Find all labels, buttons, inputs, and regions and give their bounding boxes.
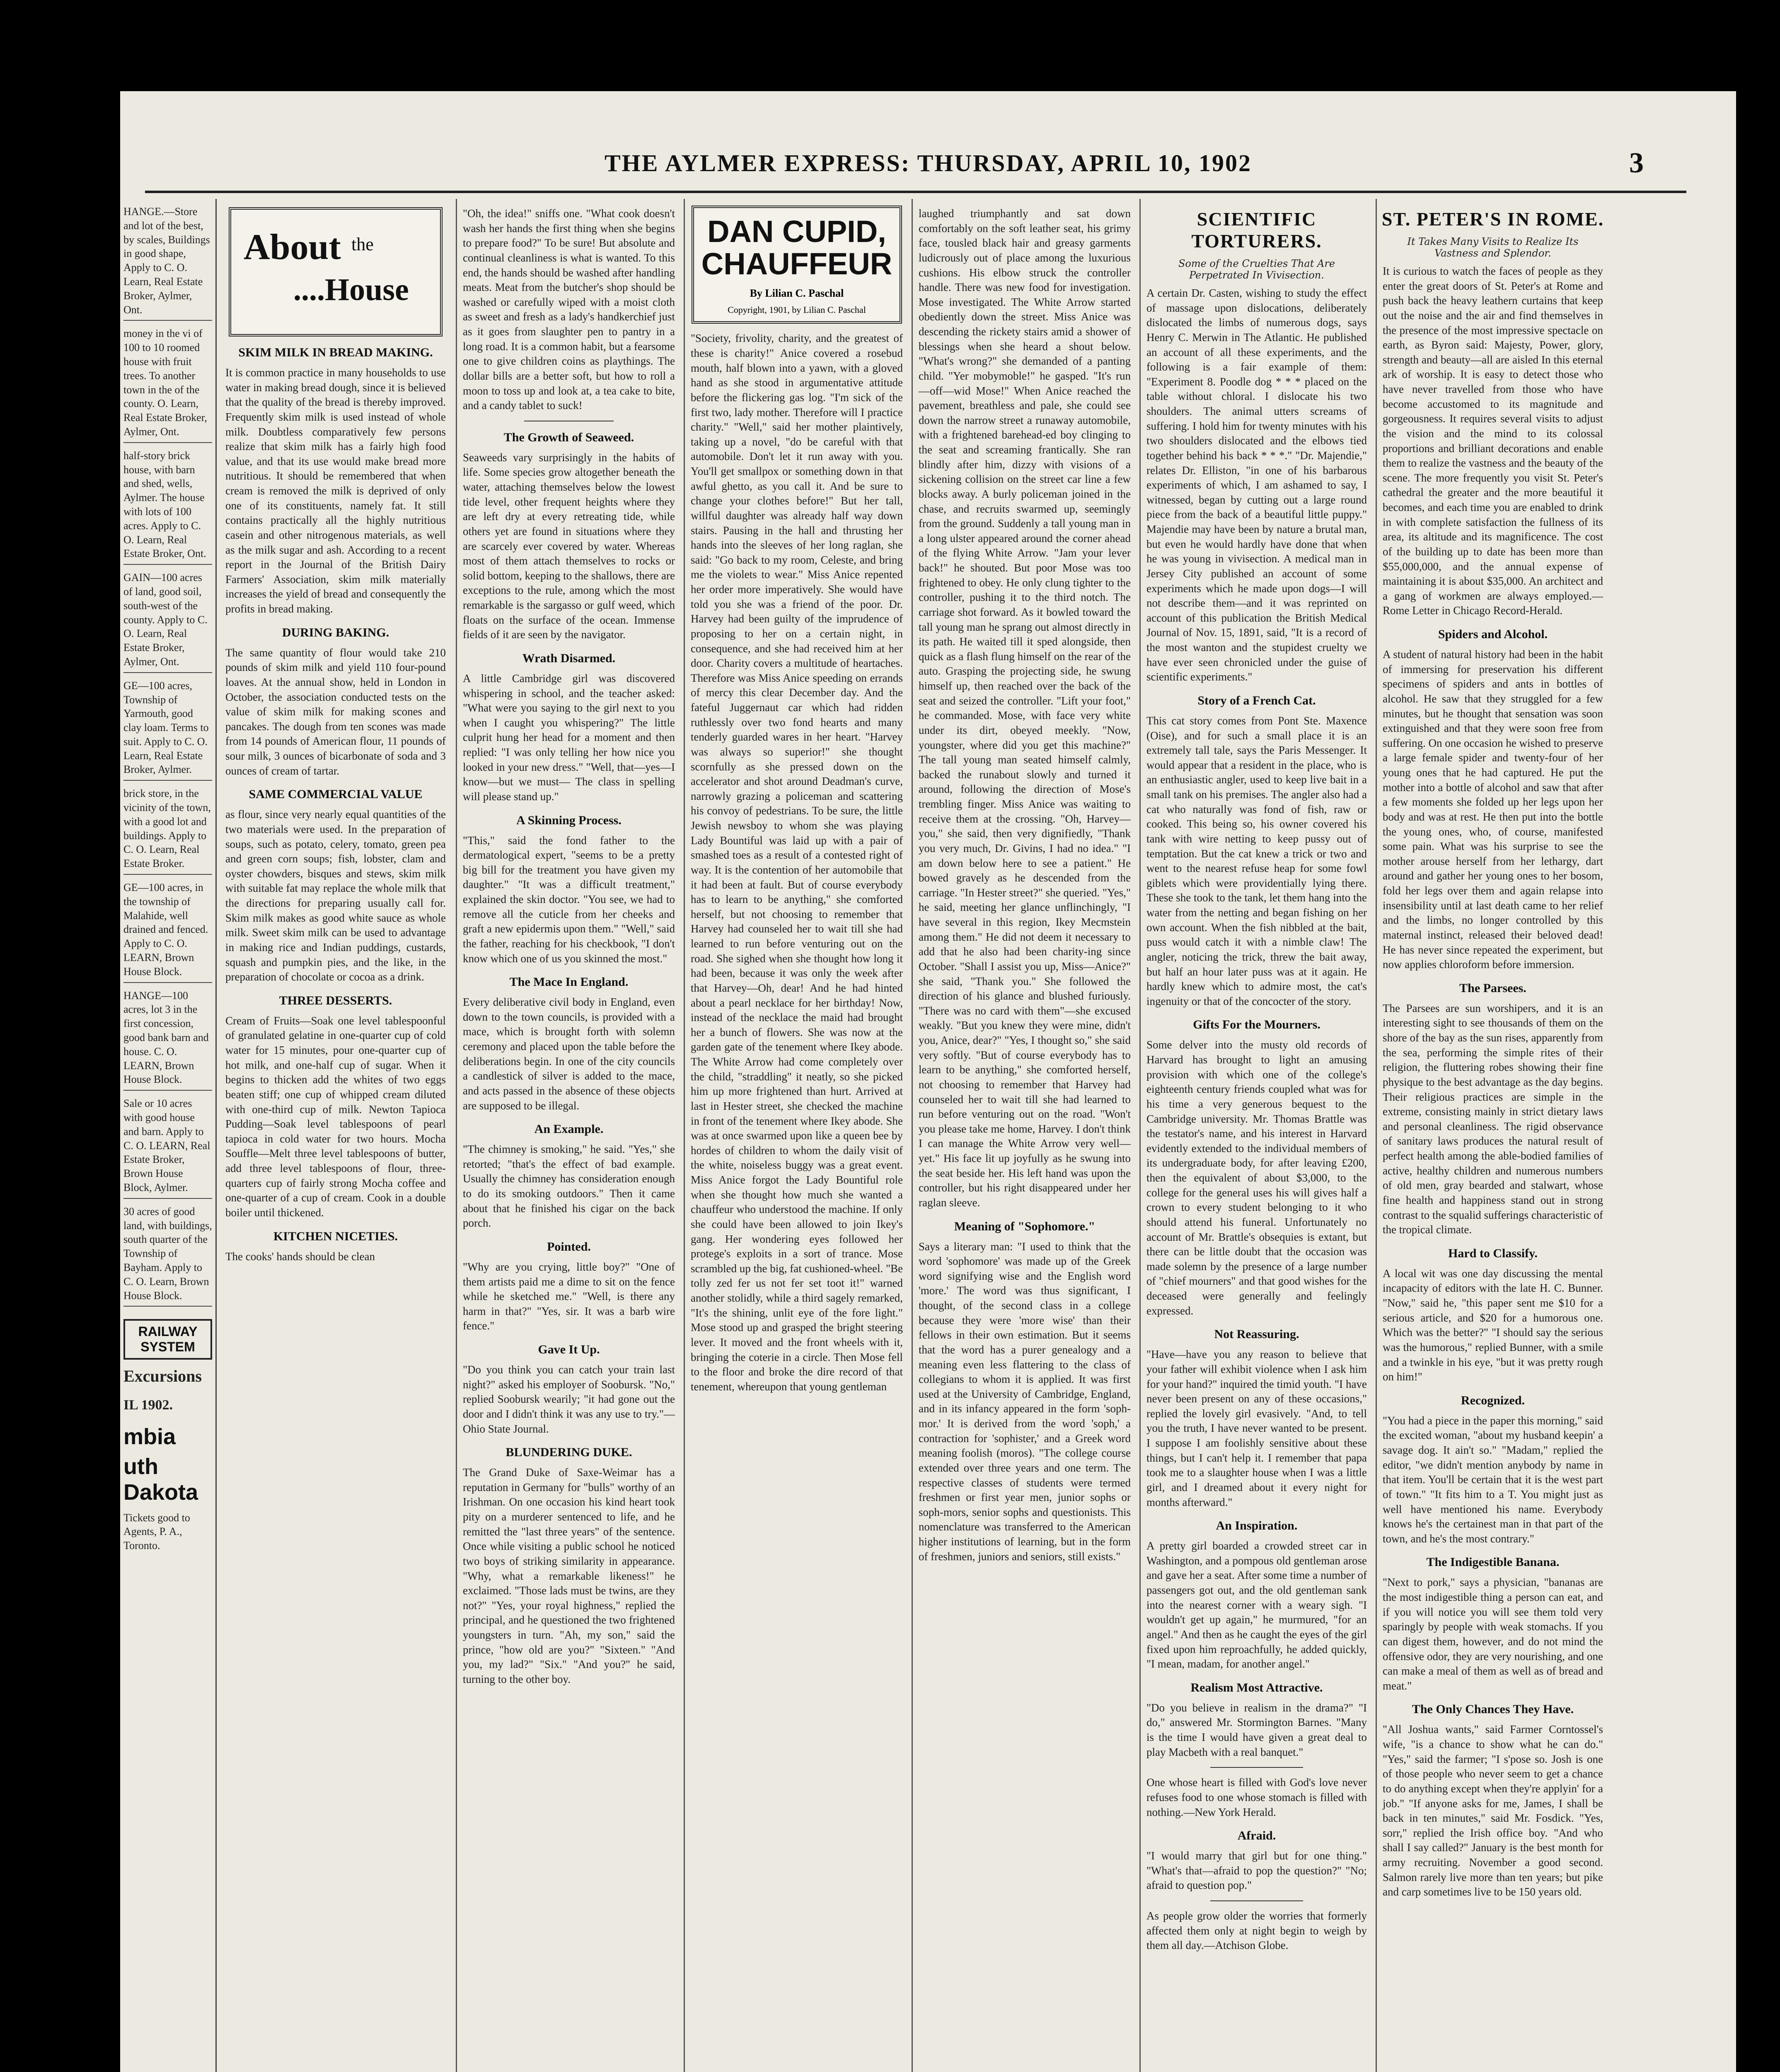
- article-body: "I would marry that girl but for one thing." "What's that—afraid to pop the question?" "No; afraid to question pop.": [1146, 1849, 1367, 1892]
- ad-small-print: Tickets good to Agents, P. A., Toronto.: [123, 1511, 190, 1552]
- article-body: A local wit was one day discussing the mental incapacity of editors with the late H. C. Bunner. "Now," said he, "this paper sent me $10 for a serious article, and $20 for a humorous one. Which was the better?" "I should say the serious was the humorous," replied Bunner, with a smile and a twinkle in his eye, "but it was pretty rough on him!": [1383, 1267, 1603, 1383]
- column-5: [1139, 199, 1373, 2072]
- article-heading: The Growth of Seaweed.: [503, 430, 634, 444]
- article-heading: Wrath Disarmed.: [522, 651, 616, 665]
- column-1: [220, 199, 452, 2072]
- article-body: The same quantity of flour would take 210 pounds of skim milk and yield 110 four-pound loaves. At the annual show, held in London in October, the association conducted tests on the value of skim milk for making scones and pancakes. The dough from ten scones was made from 14 pounds of American flour, 11 pounds of sour milk, 3 ounces of bicarbonate of soda and 3 ounces of cream of tartar.: [225, 646, 446, 777]
- article-body: Says a literary man: "I used to think that the word 'sophomore' was made up of the Greek word signifying wise and the English word 'more.' The word was thus significant, I thought, of the second class in a college because they were 'more wise' than their fellows in their own estimation. But it seems that the word has a purer genealogy and a meaning even less flattering to the class of collegians to whom it is applied. It was first used at the University of Cambridge, England, and in its infancy appeared in the form 'soph-mor.' It is derived from the word 'soph,' a contraction for 'sophister,' and a Greek word meaning foolish (moros). "The college course extended over three years and one term. The respective classes of students were termed freshmen or first year men, junior sophs or soph-mors, senior sophs and questionists. This nomenclature was transferred to the American higher institutions of learning, but in the form of freshmen, juniors and seniors, still exists.": [919, 1240, 1131, 1563]
- classified-ad: GE—100 acres, in the township of Malahide, well drained and fenced. Apply to C. O. LEARN, Brown House Block.: [123, 881, 212, 983]
- article-body: Seaweeds vary surprisingly in the habits of life. Some species grow altogether beneath the water, attaching themselves below the lowest tide level, other frequent heights where they are left dry at every retreating tide, while others yet are found in situations where they are scarcely ever covered by water. Whereas most of them attach themselves to rocks or solid bottom, keeping to the shallows, there are exceptions to the rule, among which the most remarkable is the sargasso or gulf weed, which floats on the surface of the ocean. Immense fields of it are seen by the navigator.: [463, 451, 675, 641]
- classified-ad: HANGE.—Store and lot of the best, by scales, Buildings in good shape, Apply to C. O. Learn, Real Estate Broker, Aylmer, Ont.: [123, 205, 212, 321]
- ad-headline-2: uth Dakota: [123, 1454, 198, 1505]
- article-heading: BLUNDERING DUKE.: [505, 1445, 632, 1460]
- article-body: "Next to pork," says a physician, "bananas are the most indigestible thing a person can eat, and if you will notice you will see them told very sparingly by people with weak stomachs. If you can digest them, however, and do not mind the offensive odor, they are very nourishing, and one can make a meal of them as well as of bread and meat.": [1383, 1576, 1603, 1692]
- classified-ad: HANGE—100 acres, lot 3 in the first concession, good bank barn and house. C. O. LEARN, Brown House Block.: [123, 989, 212, 1091]
- article-heading: The Indigestible Banana.: [1426, 1555, 1560, 1569]
- story-byline: By Lilian C. Paschal: [750, 287, 844, 300]
- article-body: Some delver into the musty old records of Harvard has brought to light an amusing provision with which one of the college's eighteenth century friends coupled what was for his time a very generous bequest to the Cambridge university. Mr. Thomas Brattle was the testator's name, and his interest in Harvard evidently extended to the individual members of its undergraduate body, for after leaving £200, then the equivalent of about $3,000, to the college for the general uses his will gives half a crown to every student belonging to it who should attend his funeral. Unfortunately no account of Mr. Brattle's obsequies is extant, but there can be little doubt that the occasion was made solemn by the presence of a large number of "chief mourners" and that good wishes for the deceased were generally and feelingly expressed.: [1146, 1038, 1367, 1317]
- article-heading: DURING BAKING.: [282, 625, 389, 639]
- article-heading: The Only Chances They Have.: [1412, 1702, 1574, 1716]
- newspaper-page: [120, 91, 1736, 2072]
- classified-ad: half-story brick house, with barn and shed, wells, Aylmer. The house with lots of 100 acres. Apply to C. O. Learn, Real Estate Broker, Ont.: [123, 449, 212, 565]
- article-body: A pretty girl boarded a crowded street car in Washington, and a pompous old gentleman arose and gave her a seat. After some time a number of passengers got out, and the old gentleman sank into the nearest corner with a weary sigh. "I wouldn't get up again," he murmured, "for an angel." And then as he caught the eyes of the girl fixed upon him reproachfully, he added quickly, "I mean, madam, for another angel.": [1146, 1539, 1367, 1670]
- article-heading: An Inspiration.: [1216, 1519, 1298, 1533]
- classified-ad: money in the vi of 100 to 10 roomed house with fruit trees. To another town in the of the county. O. Learn, Real Estate Broker, Aylmer, Ont.: [123, 327, 212, 443]
- article-subheading: It Takes Many Visits to Realize Its Vastness and Splendor.: [1407, 236, 1579, 259]
- article-body: "Have—have you any reason to believe that your father will exhibit violence when I ask him for your hand?" inquired the timid youth. "I have never been present on any of these occasions," replied the lovely girl evasively. "And, to tell you the truth, I have never wanted to be present. I suppose I am foolishly sensitive about these things, but I can't help it. I remember that papa took me to a slaughter house when I was a little girl, and I dreamed about it every night for months afterward.": [1146, 1348, 1367, 1508]
- railway-logo: RAILWAY SYSTEM: [123, 1319, 212, 1360]
- classified-ad: Sale or 10 acres with good house and barn. Apply to C. O. LEARN, Real Estate Broker, Brown House Block, Aylmer.: [123, 1097, 212, 1199]
- column-2: [456, 199, 681, 2072]
- article-heading: A Skinning Process.: [516, 813, 622, 827]
- masthead-rule: [145, 191, 1686, 193]
- article-heading: Afraid.: [1237, 1829, 1276, 1843]
- classified-ad: 30 acres of good land, with buildings, south quarter of the Township of Bayham. Apply to C. O. Learn, Brown House Block.: [123, 1205, 212, 1307]
- article-heading: SCIENTIFIC TORTURERS.: [1191, 208, 1322, 252]
- article-heading: Hard to Classify.: [1448, 1246, 1538, 1260]
- article-body: The cooks' hands should be clean: [225, 1250, 375, 1263]
- about-the-house-box: [229, 207, 443, 336]
- article-body: "All Joshua wants," said Farmer Corntossel's wife, "is a chance to show what he can do." "Yes," said the farmer; "I s'pose so. Josh is one of those people who never seem to get a chance to do anything except when they're applyin' for a job." "If anyone asks for me, James, I shall be back in ten minutes," said Mr. Fosdick. "Yes, sorr," replied the Irish office boy. "And who shall I say called?" January is the best month for army recruiting. November a good second. Salmon rarely live more than ten years; but pike and carp sometimes live to be 150 years old.: [1383, 1723, 1603, 1898]
- classified-ad: GAIN—100 acres of land, good soil, south-west of the county. Apply to C. O. Learn, Real Estate Broker, Aylmer, Ont.: [123, 571, 212, 673]
- article-heading: The Parsees.: [1459, 981, 1526, 995]
- article-heading: Spiders and Alcohol.: [1438, 627, 1548, 641]
- story-body: "Society, frivolity, charity, and the greatest of these is charity!" Anice covered a rosebud mouth, half blown into a yawn, with a gloved hand as she stood in argumentative attitude before the flickering gas log. "I'm sick of the first two, lady mother. Therefore will I practice charity." "Well," said her mother plaintively, taking up a novel, "do be careful with that automobile. Don't let it run away with you. You'll get smallpox or something down in that awful ghetto, as you call it. And be sure to change your clothes before!" But her tall, willful daughter was already half way down stairs. Pausing in the hall and thrusting her hands into the sleeves of her long raglan, she said: "Go back to my room, Celeste, and bring me the violets to wear." Miss Anice repented her order more imperatively. She would have told you she was a friend of the poor. Dr. Harvey had been guilty of the imprudence of proposing to her on a certain night, in consequence, and she had received him at her door. Charity covers a multitude of heartaches. Therefore was Miss Anice speeding on errands of mercy this clear December day. And the fateful Juggernaut car which had ridden ruthlessly over two fond hearts and many tenderly guarded wares in her heart. "Harvey was always so superior!" she thought scornfully as she pressed down on the accelerator and shot around Deadman's curve, narrowly grazing a policeman and scattering his convoy of pedestrians. To be sure, the little Jewish newsboy to whom she was playing Lady Bountiful was laid up with a pair of smashed toes as a result of a contested right of way. It is the contention of her automobile that it had been at fault. But of course everybody has to learn to be anything," she comforted herself, but not choosing to remember that Harvey had counseled her to wait till she had learned to run before venturing out on the road. She sighed when she thought how long it had been, because it was only the week after that Harvey—Oh, dear! And he had hinted about a pearl necklace for her birthday! Now, instead of the necklace the maid had brought her a bunch of flowers. She was now at the garden gate of the tenement where Ikey abode. The White Arrow had come completely over the child, "straddling" it neatly, so she picked him up more frightened than hurt. Arrived at last in Hester street, she checked the machine in front of the tenement where Ikey abode. She was at once swarmed upon like a queen bee by hordes of children to whom the daily visit of the white, noiseless buggy was a great event. Miss Anice forgot the Lady Bountiful role when she thought how much she wanted a chauffeur who understood the machine. If only she could have been allowed to join Ikey's gang. Her wondering eyes followed her protege's exploits in a sort of trance. Mose scrambled up the big, fat cushioned-wheel. "Be tolly zed fer us not fer set toot it!" warned another stolidly, while a third sagely remarked, "It's the shining, unlit eye of the fore light." Mose stood up and grasped the bright steering lever. It moved and the front wheels with it, bringing the coterie in a circle. Then Mose fell to the floor and broke the dire record of that tenement, whereupon that young gentleman: [691, 332, 903, 1393]
- article-body: "Do you think you can catch your train last night?" asked his employer of Soobursk. "No," replied Soobursk wearily; "it had gone out the door and I didn't think it was any use to try."—Ohio State Journal.: [463, 1363, 675, 1435]
- article-body: as flour, since very nearly equal quantities of the two materials were used. In the preparation of soups, such as potato, celery, tomato, green pea and green corn soups; fish, lobster, clam and oyster chowders, bisques and stews, skim milk with suitable fat may replace the whole milk that the directions for preparing usually call for. Skim milk makes as good white sauce as whole milk. Sweet skim milk can be used to advantage in making rice and Indian puddings, custards, squash and pumpkin pies, and the like, in the preparation of chocolate or cocoa as a drink.: [225, 808, 446, 983]
- divider: [1210, 1767, 1303, 1768]
- article-heading: Not Reassuring.: [1214, 1327, 1299, 1341]
- about-house: ....House: [293, 272, 409, 307]
- classified-ad: GE—100 acres, Township of Yarmouth, good clay loam. Terms to suit. Apply to C. O. Learn, Real Estate Broker, Aylmer.: [123, 679, 212, 781]
- article-heading: An Example.: [534, 1122, 604, 1136]
- story-copyright: Copyright, 1901, by Lilian C. Paschal: [728, 305, 866, 315]
- article-heading: The Mace In England.: [509, 975, 629, 989]
- article-heading: THREE DESSERTS.: [279, 993, 392, 1007]
- page-number: 3: [1629, 147, 1645, 179]
- article-body: A little Cambridge girl was discovered whispering in school, and the teacher asked: "What were you saying to the girl next to you when I caught you whispering?" The little culprit hung her head for a moment and then replied: "I was only telling her how nice you looked in your new dress." "Well, that—yes—I know—but we must— The class in spelling will please stand up.": [463, 672, 675, 803]
- excursions-date: IL 1902.: [123, 1397, 173, 1413]
- article-body: "Why are you crying, little boy?" "One of them artists paid me a dime to sit on the fence while he sketched me." "Well, is there any harm in that?" "Yes, sir. It was a barb wire fence.": [463, 1260, 675, 1332]
- article-body: The Grand Duke of Saxe-Weimar has a reputation in Germany for "bulls" worthy of an Irishman. On one occasion his kind heart took pity on a murderer sentenced to life, and he remitted the "last three years" of the sentence. Once while visiting a public school he noticed two boys of striking similarity in appearance. "Why, what a remarkable likeness!" he exclaimed. "Those lads must be twins, are they not?" "Yes, your royal highness," replied the principal, and he questioned the two frightened youngsters in turn. "Ah, my son," said the prince, "how old are you?" "Sixteen." "And you, my lad?" "Six." "And you?" he said, turning to the other boy.: [463, 1466, 675, 1685]
- article-heading: Meaning of "Sophomore.": [954, 1219, 1096, 1233]
- article-heading: ST. PETER'S IN ROME.: [1381, 208, 1604, 230]
- article-body: It is common practice in many households to use water in making bread dough, since it is believed that the quality of the bread is thereby improved. Frequently skim milk is used instead of whole milk. Doubtless comparatively few persons realize that skim milk has a fairly high food value, and that its use would make bread more nutritious. It should be remembered that when cream is removed the milk is deprived of only one of its constituents, namely fat. It still contains practically all the highly nutritious casein and other nitrogenous materials, as well as the milk sugar and ash. According to a recent report in the Journal of the British Dairy Farmers' Association, skim milk materially increases the yield of bread and consequently the profits in bread making.: [225, 366, 446, 615]
- article-heading: Pointed.: [547, 1239, 591, 1254]
- article-body: "Oh, the idea!" sniffs one. "What cook doesn't wash her hands the first thing when she begins to prepare food?" To be sure! But absolute and continual cleanliness is what is wanted. To this end, the hands should be washed after handling meats. Meat from the butcher's shop should be washed or carefully wiped with a moist cloth as sweet and fresh as a lady's handkerchief just as it goes from slaughter pen to pantry in a long road. It is a common habit, but a fearsome one to give children coins as playthings. The dollar bills are a better soft, but how to roll a moon to toss up and look at, a tea cake to bite, and a candy tablet to suck!: [463, 207, 675, 412]
- dan-cupid-box: [692, 206, 902, 324]
- article-heading: Gave It Up.: [538, 1343, 600, 1356]
- about-title: About: [244, 227, 341, 267]
- masthead: [120, 141, 1736, 186]
- article-list: [220, 346, 452, 1264]
- column-6: [1376, 199, 1609, 2072]
- about-the: the: [351, 234, 374, 254]
- article-body: Cream of Fruits—Soak one level tablespoonful of granulated gelatine in one-quarter cup of cold water for 15 minutes, pour one-quarter cup of hot milk, and one-half cup of sugar. When it begins to thicken add the whites of two eggs beaten stiff; one cup of whipped cream diluted with one-third cup of milk. Newton Tapioca Pudding—Soak level tablespoons of pearl tapioca in cold water for two hours. Mocha Souffle—Melt three level tablespoons of butter, add three level tablespoons of flour, three-quarters cup of fairly strong Mocha coffee and one-quarter of a cup of cream. Cook in a double boiler until thickened.: [225, 1014, 446, 1219]
- masthead-title: THE AYLMER EXPRESS: THURSDAY, APRIL 10, 1902: [605, 150, 1252, 177]
- article-heading: SAME COMMERCIAL VALUE: [249, 787, 423, 801]
- article-body: "The chimney is smoking," he said. "Yes," she retorted; "that's the effect of bad example. Usually the chimney has consideration enough to do its smoking outdoors." Then it came about that he finished his cigar on the back porch.: [463, 1143, 675, 1230]
- article-body: A student of natural history had been in the habit of immersing for preservation his different specimens of spiders and ants in bottles of alcohol. He saw that they struggled for a few minutes, but he thought that sensation was soon extinguished and that they were soon free from suffering. On one occasion he wished to preserve a large female spider and twenty-four of her young ones that he had captured. He put the mother into a bottle of alcohol and saw that after a few moments she folded up her legs upon her body and was at rest. He then put into the bottle the young ones, who, of course, manifested some pain. What was his surprise to see the mother arouse herself from her lethargy, dart around and gather her young ones to her bosom, fold her legs over them and again relapse into insensibility until at last death came to her relief and the limbs, no longer controlled by this maternal instinct, released their beloved dead! He has never since repeated the experiment, but now applies chloroform before immersion.: [1383, 648, 1603, 971]
- article-body: Every deliberative civil body in England, even down to the town councils, is provided with a mace, which is brought forth with solemn ceremony and placed upon the table before the deliberations begin. In one of the city councils a candlestick of silver is added to the mace, and acts passed in the absence of these objects are supposed to be illegal.: [463, 996, 675, 1112]
- article-heading: KITCHEN NICETIES.: [273, 1229, 398, 1243]
- article-heading: Gifts For the Mourners.: [1193, 1018, 1320, 1032]
- article-body: The Parsees are sun worshipers, and it is an interesting sight to see thousands of them on the shore of the bay as the sun rises, apparently from the sea, performing the simple rites of their religion, the fluttering robes showing their fine physique to the best advantage as the day begins. Their religious practices are simple in the extreme, consisting mainly in strict dietary laws and personal cleanliness. The rigid observance of sanitary laws produces the natural result of perfect health among the able-bodied families of active, healthy children and numerous numbers of old men, gray bearded and stalwart, whose fine health and happiness stand out in strong contrast to the squalid sufferings characteristic of the tropical climate.: [1383, 1002, 1603, 1236]
- article-body: "Do you believe in realism in the drama?" "I do," answered Mr. Stormington Barnes. "Many is the time I would have given a great deal to play Macbeth with a real banquet.": [1146, 1701, 1367, 1758]
- article-body: As people grow older the worries that formerly affected them only at night begin to weigh by them all day.—Atchison Globe.: [1146, 1910, 1367, 1952]
- divider: [1210, 1900, 1303, 1901]
- ad-headline-1: mbia: [123, 1424, 176, 1449]
- article-body: A certain Dr. Casten, wishing to study the effect of massage upon dislocations, deliberately dislocated the limbs of numerous dogs, says Henry C. Merwin in The Atlantic. He published an account of all these experiments, and the following is a fair example of them: "Experiment 8. Poodle dog * * * placed on the table without chloral. I dislocate his two shoulders. The animal utters screams of suffering. I hold him for twenty minutes with his two shoulders dislocated and the elbows tied together behind his back * * *." "Dr. Majendie," relates Dr. Elliston, "in one of his barbarous experiments of which, I am ashamed to say, I witnessed, began by cutting out a large round piece from the back of a beautiful little puppy." Majendie may have been by nature a brutal man, but even he would hardly have done that when he was young in vivisection. A medical man in Jersey City published an account of some experiments which he made upon dogs—I will not describe them—and it was reprinted on account of this publication the British Medical Journal of Nov. 15, 1891, said, "It is a record of the most wanton and the stupidest cruelty we have ever seen chronicled under the guise of scientific experiments.": [1146, 287, 1367, 683]
- story-title: DAN CUPID, CHAUFFEUR: [701, 214, 892, 281]
- column-3: [684, 199, 909, 2072]
- classified-ad: brick store, in the vicinity of the town, with a good lot and buildings. Apply to C. O. Learn, Real Estate Broker.: [123, 787, 212, 875]
- article-body: It is curious to watch the faces of people as they enter the great doors of St. Peter's at Rome and push back the heavy leathern curtains that keep out the noise and the air and find themselves in the presence of the most impressive spectacle on earth, as Byron said: Majesty, Power, glory, strength and beauty—all are aisled In this eternal ark of worship. It is easy to detect those who have never travelled from those who have become accustomed to its magnitude and gorgeousness. It requires several visits to adjust the vision and the mind to its colossal proportions and brilliant decorations and enable them to realize the vastness and the beauty of the scene. The more frequently you visit St. Peter's cathedral the greater and the more beautiful it becomes, and each time you are enabled to drink in with complete satisfaction the fullness of its area, its altitude and its magnificence. The cost of the building up to date has been more than $55,000,000, and the annual expense of maintaining it is about $35,000. An architect and a gang of workmen are always employed.—Rome Letter in Chicago Record-Herald.: [1383, 265, 1603, 617]
- adjacent-page-strip: [120, 199, 217, 2072]
- column-4: [912, 199, 1137, 2072]
- excursions-heading: Excursions: [123, 1367, 202, 1386]
- article-heading: Story of a French Cat.: [1197, 693, 1316, 707]
- article-body: One whose heart is filled with God's love never refuses food to one whose stomach is filled with nothing.—New York Herald.: [1146, 1776, 1367, 1818]
- article-heading: Recognized.: [1461, 1393, 1525, 1407]
- story-body-continued: laughed triumphantly and sat down comfortably on the soft leather seat, his grimy face, tousled black hair and greasy garments ludicrously out of place among the luxurious cushions. His elbow struck the controller handle. There was new food for investigation. Mose investigated. The White Arrow started obediently down the street. Miss Anice was descending the rickety stairs amid a shower of blessings when she heard a shout below. "What's wrong?" she demanded of a panting child. "Yer mobymoble!" he gasped. "It's run—off—wid Mose!" When Anice reached the pavement, breathless and pale, she could see down the narrow street a runaway automobile, with a frightened barehead-ed boy clinging to the seat and screaming frantically. She ran blindly after him, dizzy with visions of a sickening collision on the street car line a few blocks away. A burly policeman joined in the chase, and recruits swarmed up, seemingly from the ground. Suddenly a tall young man in a long ulster appeared around the corner ahead of the flying White Arrow. "Jam your lever back!" he shouted. But poor Mose was too frightened to obey. He only clung tighter to the controller, pushing it to the third notch. The carriage shot forward. As it bowled toward the tall young man he sprang out almost directly in its path. He waited till it sped alongside, then quick as a flash flung himself on the rear of the auto. Grasping the projecting side, he swung himself up, then reached over the back of the seat and seized the controller. "Lift your foot," he commanded. Mose, with face very white under its dirt, obeyed meekly. "Now, youngster, where did you get this machine?" The tall young man seated himself calmly, backed the runabout slowly and turned it around, following the direction of Mose's trembling finger. Miss Anice was waiting to receive them at the crossing. "Oh, Harvey—you," she said, then very dignifiedly, "Thank you very much, Dr. Givins, I had no idea." "I am down below here to see a patient." He bowed gravely as he descended from the carriage. "In Hester street?" she queried. "Yes," he said, meeting her glance unflinchingly, "I have several in this region, Ikey Mecmstein among them." He did not deem it necessary to add that he also had been charity-ing since October. "Shall I assist you up, Miss—Anice?" she said, "Thank you." She followed the direction of his glance and blushed furiously. "There was no card with them"—she excused weakly. "But you knew they were mine, didn't you, Anice, dear?" "Yes, I thought so," she said very softly. "But of course everybody has to learn to be anything," she comforted herself, not choosing to remember that Harvey had counseled her to wait till she had learned to run before venturing out on the road. "Won't you please take me home, Harvey. I don't think I can manage the White Arrow very well—yet." His face lit up joyfully as he swung into the seat beside her. His left hand was upon the controller, but his right disappeared under her raglan sleeve.: [919, 207, 1131, 1209]
- article-body: "You had a piece in the paper this morning," said the excited woman, "about my husband keepin' a savage dog. It ain't so." "Madam," replied the editor, "we didn't mention anybody by name in that item. You'll be certain that it is the west part of town." "It fits him to a T. You might just as well have mentioned his name. Everybody knows he's the certainest man in that part of the town, and he's the most contrary.": [1383, 1414, 1603, 1545]
- article-body: This cat story comes from Pont Ste. Maxence (Oise), and for such a small place it is an extremely tall tale, says the Paris Messenger. It would appear that a resident in the place, who is an enthusiastic angler, used to keep live bait in a small tank on his premises. The angler also had a cat who naturally was fond of fish, raw or cooked. This being so, his owner covered his tank with wire netting to keep pussy out of temptation. But the cat knew a trick or two and went to the nearest refuse heap for some fowl giblets which were providentially lying there. These she took to the tank, let them hang into the water from the netting and began fishing on her own account. When the fish nibbled at the bait, puss would catch it with a nimble claw! The angler, noticing the trick, threw the bait away, but half an hour later puss was at it again. He hardly knew which to admire most, the cat's ingenuity or that of the concocter of the story.: [1146, 714, 1367, 1007]
- article-body: "This," said the fond father to the dermatological expert, "seems to be a pretty big bill for the treatment you have given my daughter." "It was a difficult treatment," explained the skin doctor. "You see, we had to remove all the cuticle from her cheeks and graft a new epidermis upon them." "Well," said the father, reaching for his checkbook, "I don't know which one of us you skinned the most.": [463, 834, 675, 965]
- article-heading: SKIM MILK IN BREAD MAKING.: [238, 346, 433, 359]
- article-heading: Realism Most Attractive.: [1190, 1680, 1323, 1694]
- article-subheading: Some of the Cruelties That Are Perpetrated In Vivisection.: [1178, 258, 1335, 281]
